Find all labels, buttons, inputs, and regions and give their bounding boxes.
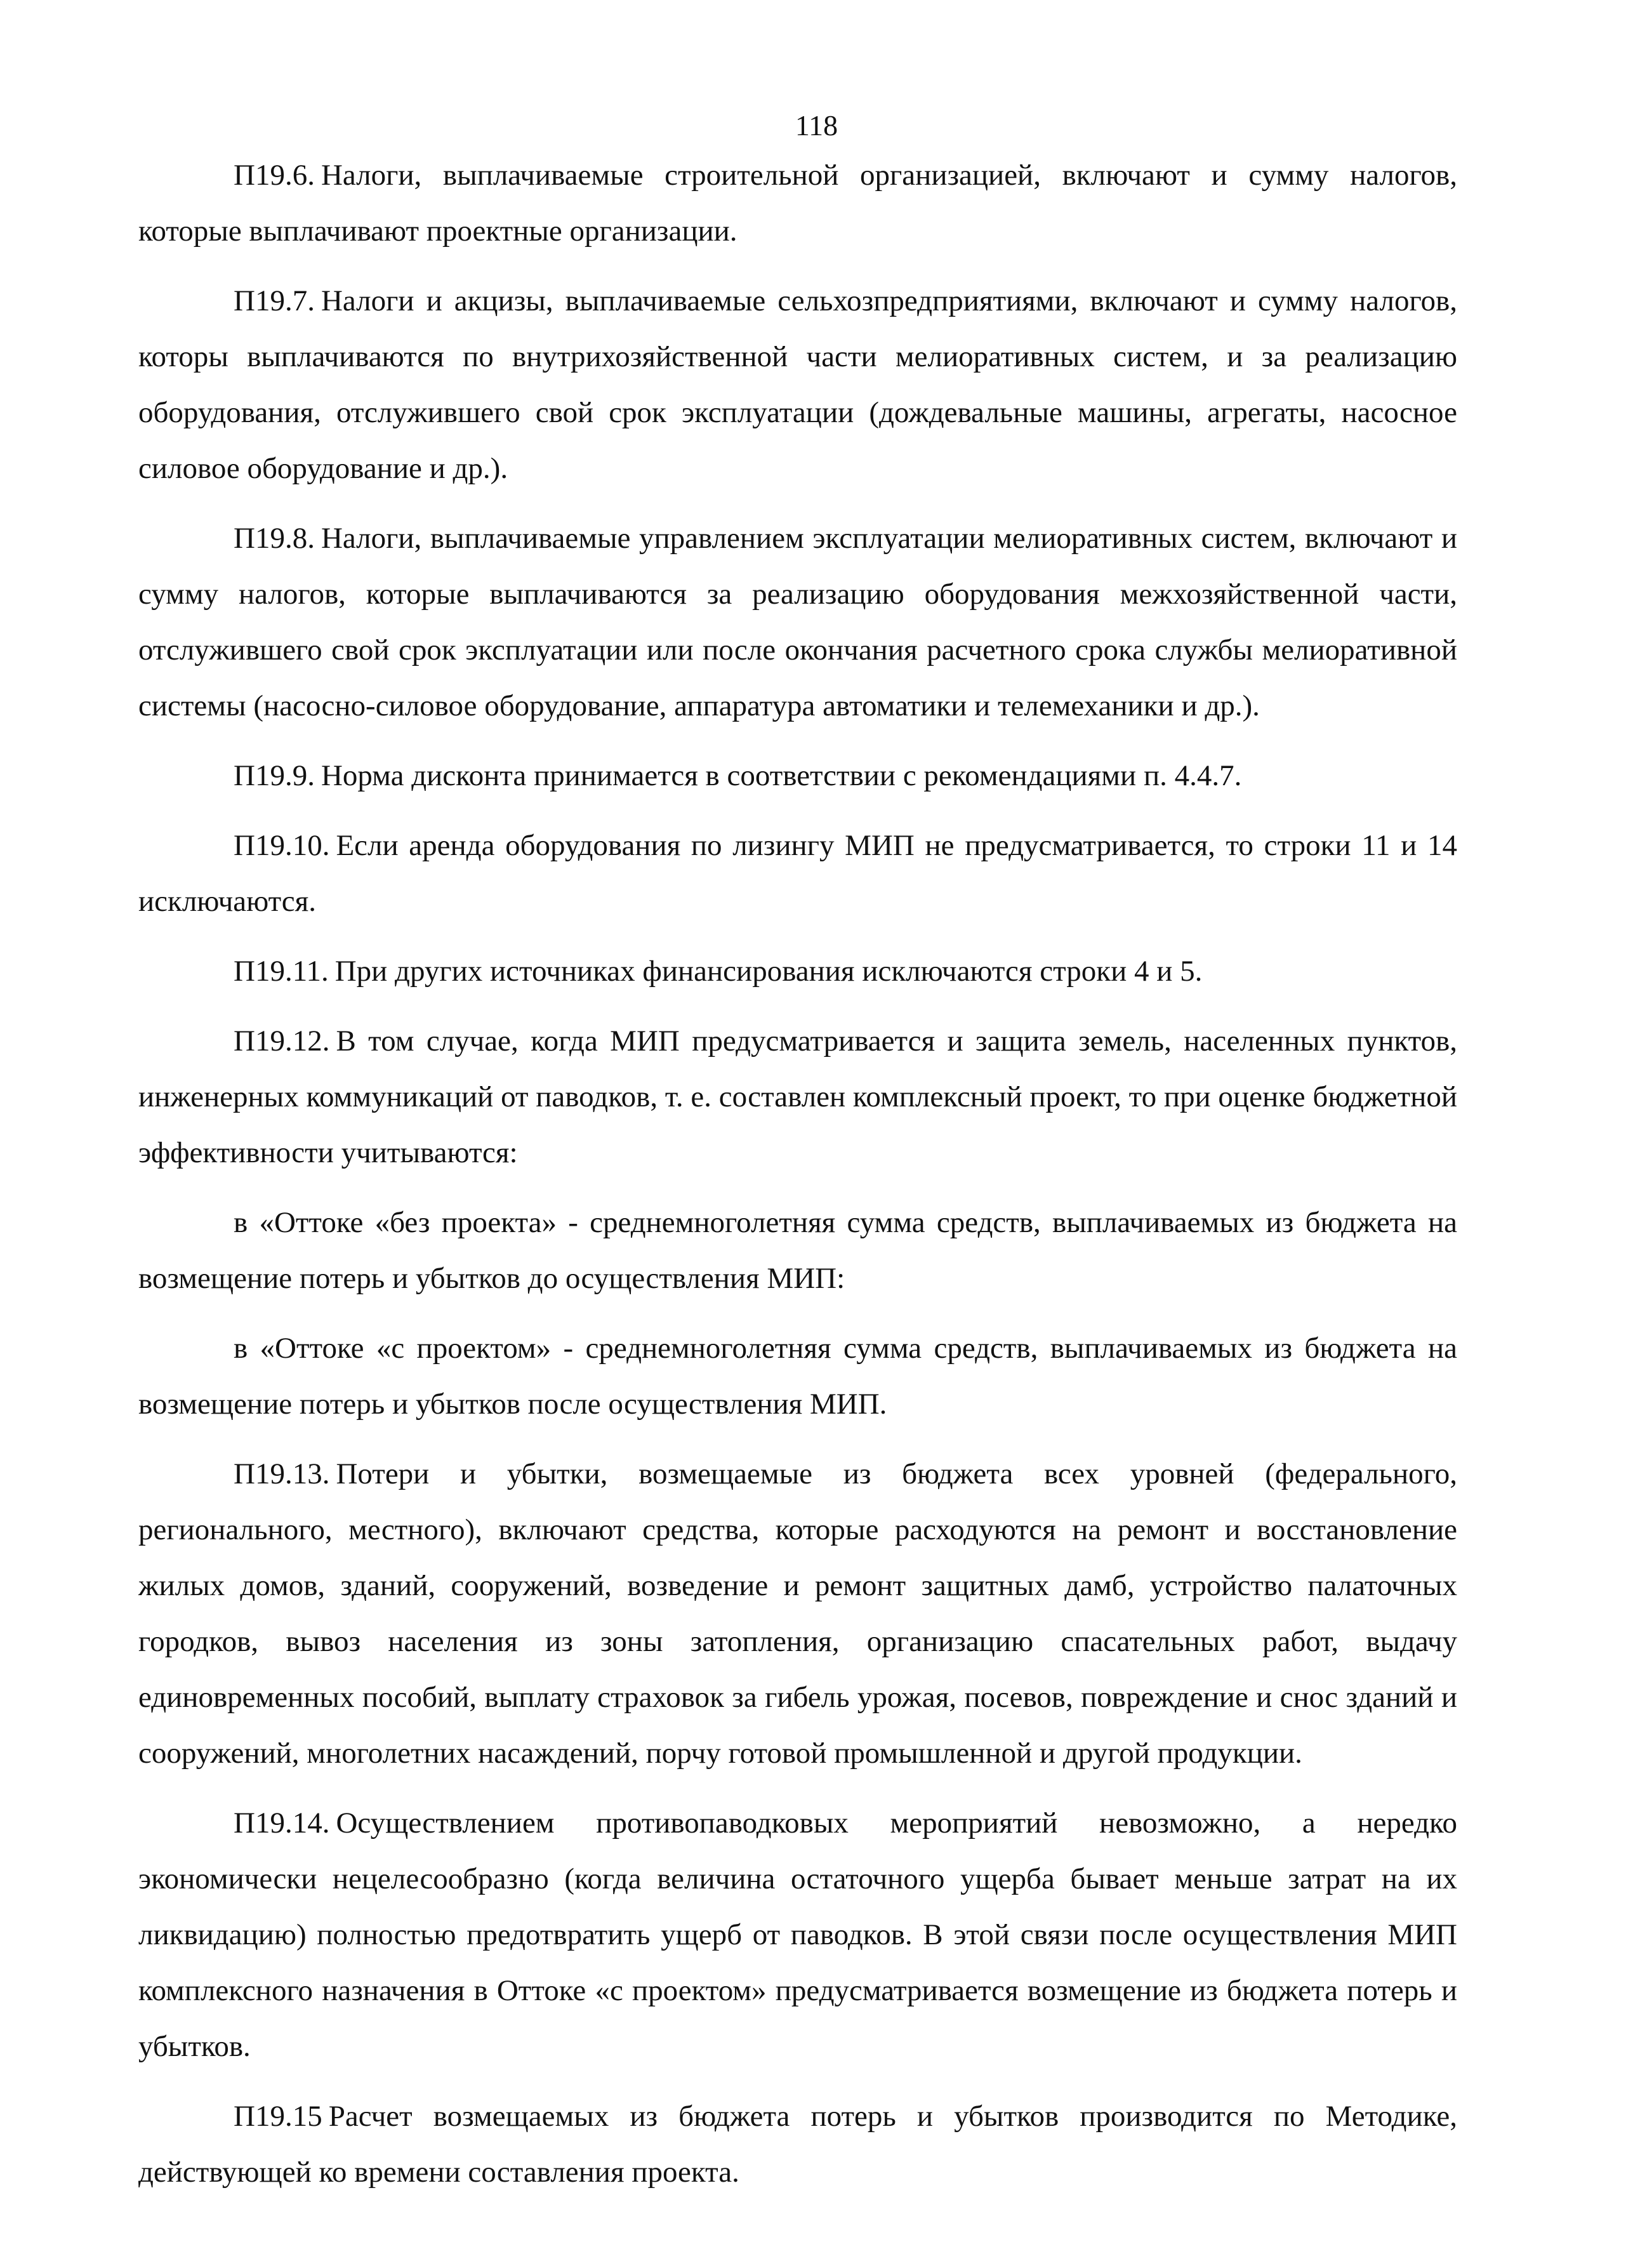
paragraph-label: П19.11. (234, 955, 329, 988)
paragraph-label: П19.14. (234, 1807, 330, 1840)
paragraph-text: Налоги и акцизы, выплачиваемые сельхозпредприятиями, включают и сумму налогов, которы выплачиваются по внутрихозяйственной части мелиоративных систем, и за реализацию оборудования, отслужившего свой срок эксплуатации (дождевальные машины, агрегаты, насосное силовое оборудование и др.). (138, 284, 1457, 485)
paragraph-label: П19.10. (234, 829, 330, 862)
paragraph-label: П19.15 (234, 2100, 322, 2133)
paragraph-label: П19.7. (234, 284, 315, 317)
paragraph-text: Потери и убытки, возмещаемые из бюджета всех уровней (федерального, регионального, местного), включают средства, которые расходуются на ремонт и восстановление жилых домов, зданий, сооружений, возведение и ремонт защитных дамб, устройство палаточных городков, вывоз населения из зоны затопления, организацию спасательных работ, выдачу единовременных пособий, выплату страховок за гибель урожая, посевов, повреждение и снос зданий и сооружений, многолетних насаждений, порчу готовой промышленной и другой продукции. (138, 1457, 1457, 1770)
paragraph-p19-9 (138, 748, 1457, 804)
paragraph-text: Норма дисконта принимается в соответствии с рекомендациями п. 4.4.7. (321, 759, 1242, 792)
paragraph-p19-8 (138, 510, 1457, 734)
paragraph-text: в «Оттоке «без проекта» - среднемноголетняя сумма средств, выплачиваемых из бюджета на возмещение потерь и убытков до осуществления МИП: (138, 1206, 1457, 1295)
paragraph-text: Расчет возмещаемых из бюджета потерь и убытков производится по Методике, действующей ко времени составления проекта. (138, 2100, 1457, 2189)
paragraph-text: Если аренда оборудования по лизингу МИП не предусматривается, то строки 11 и 14 исключаются. (138, 829, 1457, 918)
paragraph-outflow-without-project (138, 1195, 1457, 1306)
paragraph-label: П19.6. (234, 159, 315, 192)
paragraph-p19-11 (138, 943, 1457, 999)
paragraph-text: Налоги, выплачиваемые управлением эксплуатации мелиоративных систем, включают и сумму налогов, которые выплачиваются за реализацию оборудования межхозяйственной части, отслужившего свой срок эксплуатации или после окончания расчетного срока службы мелиоративной системы (насосно-силовое оборудование, аппаратура автоматики и телемеханики и др.). (138, 522, 1457, 722)
paragraph-label: П19.9. (234, 759, 315, 792)
paragraph-p19-14 (138, 1795, 1457, 2074)
page-number: 118 (795, 109, 838, 142)
paragraph-p19-15 (138, 2088, 1457, 2200)
paragraph-text: При других источниках финансирования исключаются строки 4 и 5. (334, 955, 1203, 988)
paragraph-p19-12 (138, 1013, 1457, 1181)
paragraph-text: Налоги, выплачиваемые строительной организацией, включают и сумму налогов, которые выплачивают проектные организации. (138, 159, 1457, 248)
paragraph-p19-6 (138, 147, 1457, 259)
paragraph-label: П19.8. (234, 522, 315, 555)
paragraph-text: Осуществлением противопаводковых мероприятий невозможно, а нередко экономически нецелесообразно (когда величина остаточного ущерба бывает меньше затрат на их ликвидацию) полностью предотвратить ущерб от паводков. В этой связи после осуществления МИП комплексного назначения в Оттоке «с проектом» предусматривается возмещение из бюджета потерь и убытков. (138, 1807, 1457, 2063)
paragraph-p19-7 (138, 273, 1457, 496)
paragraph-label: П19.12. (234, 1025, 330, 1058)
document-body (138, 147, 1457, 2200)
paragraph-p19-13 (138, 1446, 1457, 1781)
paragraph-outflow-with-project (138, 1320, 1457, 1432)
paragraph-text: в «Оттоке «с проектом» - среднемноголетняя сумма средств, выплачиваемых из бюджета на возмещение потерь и убытков после осуществления МИП. (138, 1332, 1457, 1421)
paragraph-text: В том случае, когда МИП предусматривается и защита земель, населенных пунктов, инженерных коммуникаций от паводков, т. е. составлен комплексный проект, то при оценке бюджетной эффективности учитываются: (138, 1025, 1457, 1169)
paragraph-label: П19.13. (234, 1457, 330, 1490)
paragraph-p19-10 (138, 818, 1457, 929)
